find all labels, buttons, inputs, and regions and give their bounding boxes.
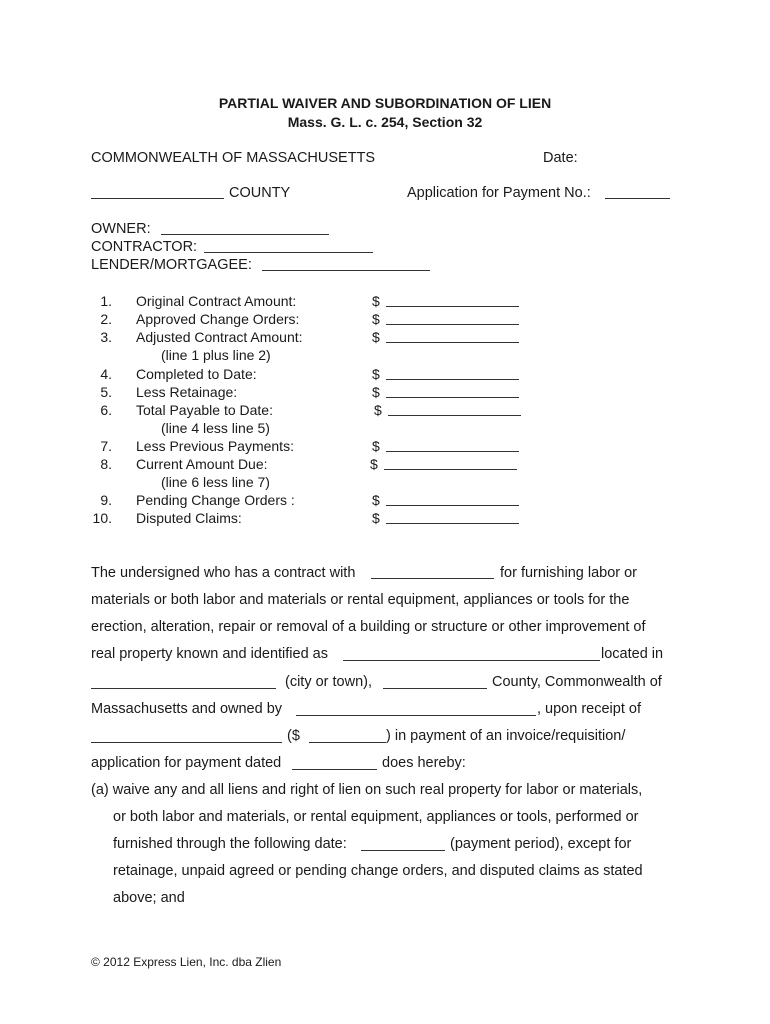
- property-blank[interactable]: [343, 660, 600, 661]
- item-label: Pending Change Orders :: [136, 492, 295, 508]
- body-line: for furnishing labor or: [500, 565, 638, 581]
- document-title: PARTIAL WAIVER AND SUBORDINATION OF LIEN: [218, 95, 552, 111]
- item-label: Less Previous Payments:: [136, 438, 294, 454]
- county-label: COUNTY: [229, 185, 291, 201]
- dollar-sign: $: [372, 384, 380, 400]
- amount-field[interactable]: [388, 415, 521, 416]
- city-blank[interactable]: [91, 688, 276, 689]
- body-line: application for payment dated: [91, 755, 282, 771]
- application-number-blank[interactable]: [605, 198, 670, 199]
- amount-field[interactable]: [386, 523, 519, 524]
- body-line: does hereby:: [382, 755, 466, 771]
- body-line: (payment period), except for: [450, 836, 632, 852]
- item-label: Completed to Date:: [136, 366, 257, 382]
- contractor-label: CONTRACTOR:: [91, 239, 198, 255]
- item-label: Original Contract Amount:: [136, 293, 297, 309]
- payment-amount-blank[interactable]: [309, 742, 386, 743]
- item-number: 2.: [100, 311, 112, 327]
- commonwealth-label: COMMONWEALTH OF MASSACHUSETTS: [91, 150, 376, 166]
- item-number: 7.: [100, 438, 112, 454]
- body-line: or both labor and materials, or rental equipment, appliances or tools, performed or: [113, 809, 639, 825]
- item-note: (line 6 less line 7): [161, 474, 270, 490]
- item-number: 5.: [100, 384, 112, 400]
- county-blank[interactable]: [91, 198, 224, 199]
- body-line: (city or town),: [285, 674, 373, 690]
- contractor-blank[interactable]: [204, 252, 373, 253]
- item-note: (line 4 less line 5): [161, 420, 270, 436]
- item-note: (line 1 plus line 2): [161, 347, 271, 363]
- county-name-blank[interactable]: [383, 688, 487, 689]
- body-line: located in: [601, 646, 664, 662]
- body-line: above; and: [113, 890, 185, 906]
- body-line: The undersigned who has a contract with: [91, 565, 356, 581]
- amount-field[interactable]: [386, 306, 519, 307]
- dollar-sign: $: [374, 402, 382, 418]
- item-number: 4.: [100, 366, 112, 382]
- lender-label: LENDER/MORTGAGEE:: [91, 257, 252, 273]
- dollar-sign: $: [372, 438, 380, 454]
- body-line: Massachusetts and owned by: [91, 701, 283, 717]
- item-label: Current Amount Due:: [136, 456, 268, 472]
- dollar-sign: $: [372, 329, 380, 345]
- item-number: 1.: [100, 293, 112, 309]
- amount-field[interactable]: [386, 505, 519, 506]
- dollar-sign: $: [372, 311, 380, 327]
- item-number: 8.: [100, 456, 112, 472]
- dollar-sign: $: [370, 456, 378, 472]
- document-subtitle: Mass. G. L. c. 254, Section 32: [287, 114, 483, 130]
- body-line: County, Commonwealth of: [492, 674, 662, 690]
- body-line: furnished through the following date:: [113, 836, 347, 852]
- application-date-blank[interactable]: [292, 769, 377, 770]
- application-label: Application for Payment No.:: [407, 185, 591, 201]
- body-line: (a) waive any and all liens and right of lien on such real property for labor or materials,: [91, 782, 643, 798]
- dollar-sign: $: [372, 492, 380, 508]
- body-line: real property known and identified as: [91, 646, 328, 662]
- amount-field[interactable]: [384, 469, 517, 470]
- body-line: retainage, unpaid agreed or pending change orders, and disputed claims as stated: [113, 863, 643, 879]
- amount-field[interactable]: [386, 451, 519, 452]
- item-number: 3.: [100, 329, 112, 345]
- body-line: ($: [287, 728, 300, 744]
- dollar-sign: $: [372, 366, 380, 382]
- item-label: Disputed Claims:: [136, 510, 242, 526]
- payment-words-blank[interactable]: [91, 742, 282, 743]
- item-label: Approved Change Orders:: [136, 311, 300, 327]
- body-line: erection, alteration, repair or removal of a building or structure or other improvement of: [91, 619, 646, 635]
- dollar-sign: $: [372, 510, 380, 526]
- item-number: 9.: [100, 492, 112, 508]
- through-date-blank[interactable]: [361, 850, 445, 851]
- owner-name-blank[interactable]: [296, 715, 536, 716]
- body-line: , upon receipt of: [537, 701, 641, 717]
- item-number: 10.: [92, 510, 112, 526]
- owner-label: OWNER:: [91, 221, 151, 237]
- lender-blank[interactable]: [262, 270, 430, 271]
- body-line: materials or both labor and materials or rental equipment, appliances or tools for the: [91, 592, 630, 608]
- amount-field[interactable]: [386, 324, 519, 325]
- contract-party-blank[interactable]: [371, 578, 494, 579]
- amount-field[interactable]: [386, 397, 519, 398]
- owner-blank[interactable]: [161, 234, 329, 235]
- item-number: 6.: [100, 402, 112, 418]
- amount-field[interactable]: [386, 342, 519, 343]
- item-label: Less Retainage:: [136, 384, 238, 400]
- date-label: Date:: [543, 150, 578, 166]
- body-line: ) in payment of an invoice/requisition/: [386, 728, 626, 744]
- copyright-footer: © 2012 Express Lien, Inc. dba Zlien: [91, 955, 282, 969]
- dollar-sign: $: [372, 293, 380, 309]
- amount-field[interactable]: [386, 379, 519, 380]
- item-label: Total Payable to Date:: [136, 402, 273, 418]
- item-label: Adjusted Contract Amount:: [136, 329, 303, 345]
